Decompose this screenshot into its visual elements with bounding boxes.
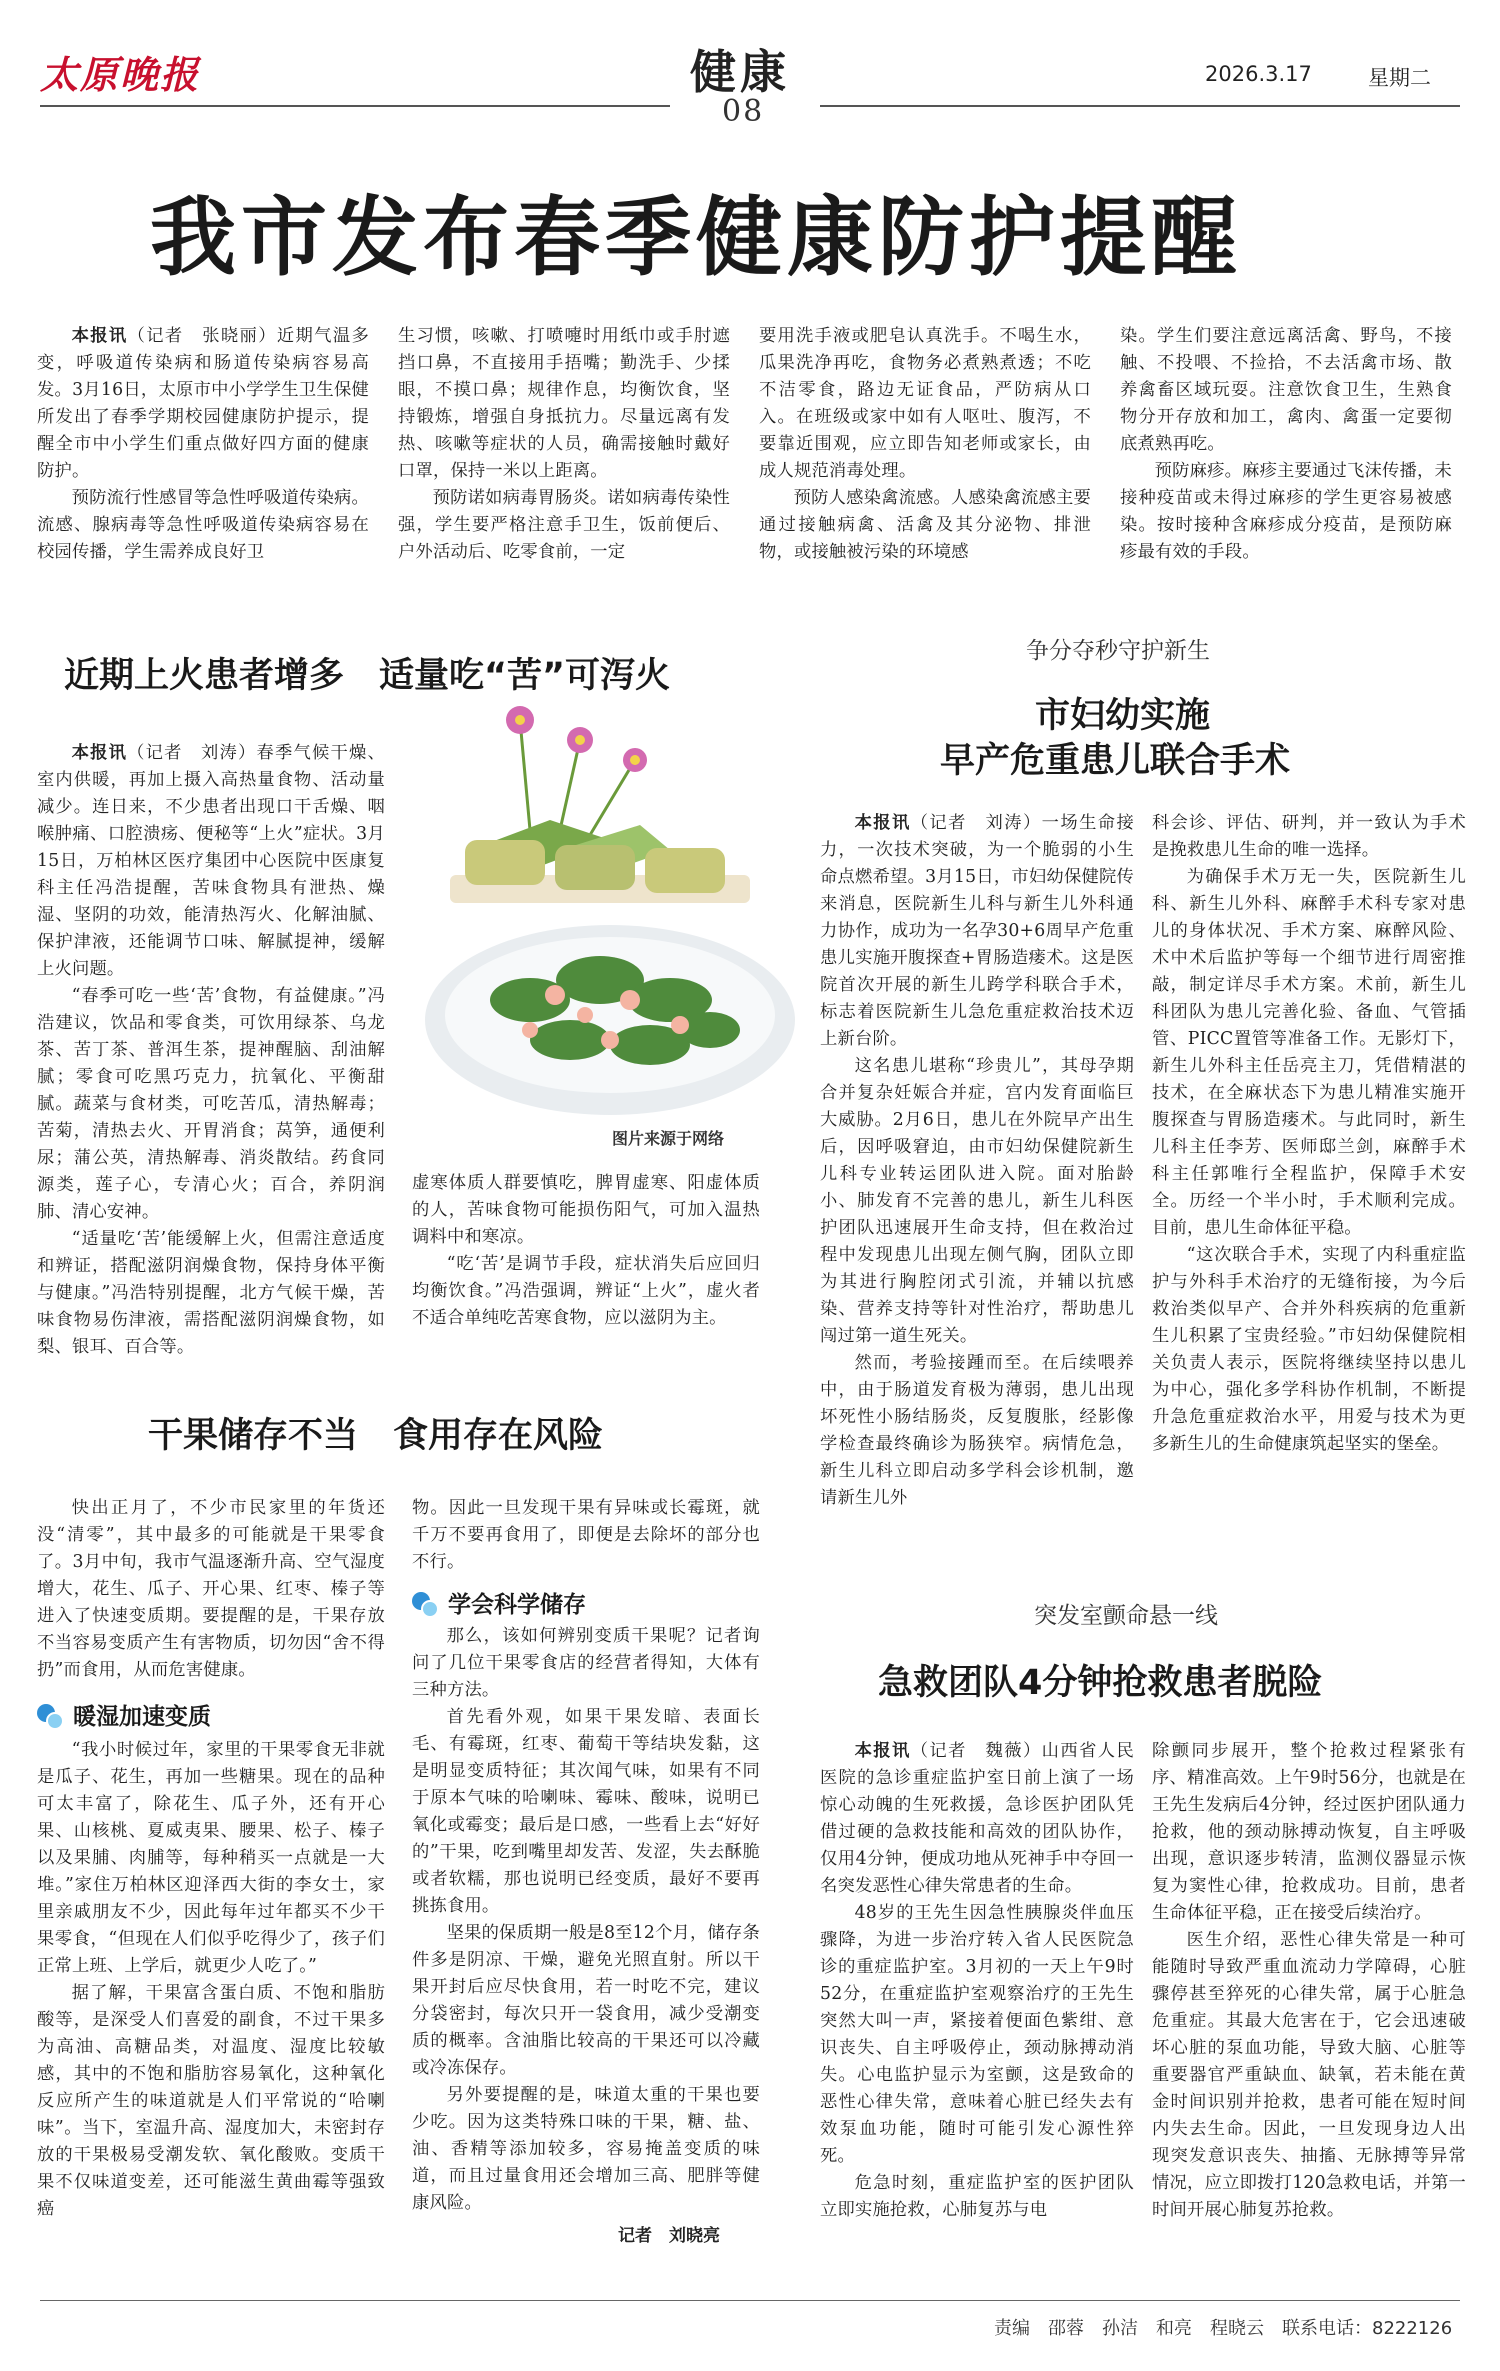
a1-col1	[37, 323, 369, 566]
a5-lead: 本报讯	[854, 1741, 911, 1761]
a4-subhead-2-text: 学会科学储存	[448, 1592, 586, 1618]
a4-p7: 坚果的保质期一般是8至12个月，储存条件多是阴凉、干燥，避免光照直射。所以干果开封后应尽快食用，若一时吃不完，建议分袋密封，每次只开一袋食用，减少受潮变质的概率。含油脂比较高的干果还可以冷藏或冷冻保存。	[412, 1923, 760, 2078]
masthead-rule-right	[820, 105, 1460, 107]
a1-p5: 要用洗手液或肥皂认真洗手。不喝生水，瓜果洗净再吃，食物务必煮熟煮透；不吃不洁零食，路边无证食品，严防病从口入。在班级或家中如有人呕吐、腹泻，不要靠近围观，应立即告知老师或家长，由成人规范消毒处理。	[759, 326, 1091, 481]
a4-p8: 另外要提醒的是，味道太重的干果也要少吃。因为这类特殊口味的干果，糖、盐、油、香精等添加较多，容易掩盖变质的味道，而且过量食用还会增加三高、肥胖等健康风险。	[412, 2085, 760, 2213]
a5-p3: 危急时刻，重症监护室的医护团队立即实施抢救，心肺复苏与电	[820, 2173, 1134, 2220]
a5-title: 急救团队4分钟抢救患者脱险	[878, 1663, 1323, 1703]
a4-p1: 快出正月了，不少市民家里的年货还没“清零”，其中最多的可能就是干果零食了。3月中旬，我市气温逐渐升高、空气湿度增大，花生、瓜子、开心果、红枣、榛子等进入了快速变质期。要提醒的是，干果存放不当容易变质产生有害物质，切勿因“舍不得扔”而食用，从而危害健康。	[37, 1498, 385, 1680]
a3-byline: （记者 刘涛）	[910, 813, 1042, 833]
a4-col2	[412, 1495, 760, 2246]
masthead-rule-left	[40, 105, 670, 107]
a1-p4: 预防诺如病毒胃肠炎。诺如病毒传染性强，学生要严格注意手卫生，饭前便后、户外活动后、吃零食前，一定	[398, 488, 730, 562]
a1-p7: 染。学生们要注意远离活禽、野鸟，不接触、不投喂、不捡拾，不去活禽市场、散养禽畜区域玩耍。注意饮食卫生，生熟食物分开存放和加工，禽肉、禽蛋一定要彻底煮熟再吃。	[1120, 326, 1452, 454]
a4-p3: 据了解，干果富含蛋白质、不饱和脂肪酸等，是深受人们喜爱的副食，不过干果多为高油、高糖品类，对温度、湿度比较敏感，其中的不饱和脂肪容易氧化，这种氧化反应所产生的味道就是人们平常说的“哈喇味”。当下，室温升高、湿度加大，未密封存放的干果极易受潮发软、氧化酸败。变质干果不仅味道变差，还可能滋生黄曲霉等强致癌	[37, 1983, 385, 2219]
a1-col2	[398, 323, 730, 566]
a3-p1: 一场生命接力，一次技术突破，为一个脆弱的小生命点燃希望。3月15日，市妇幼保健院传来消息，医院新生儿科与新生儿外科通力协作，成功为一名孕30+6周早产危重患儿实施开腹探查+胃肠造瘘术。这是医院首次开展的新生儿跨学科联合手术，标志着医院新生儿急危重症救治技术迈上新台阶。	[820, 813, 1134, 1049]
a5-p2: 48岁的王先生因急性胰腺炎伴血压骤降，为进一步治疗转入省人民医院急诊的重症监护室。3月初的一天上午9时52分，在重症监护室观察治疗的王先生突然大叫一声，紧接着便面色紫绀、意识丧失、自主呼吸停止，颈动脉搏动消失。心电监护显示为室颤，这是致命的恶性心律失常，意味着心脏已经失去有效泵血功能，随时可能引发心源性猝死。	[820, 1903, 1134, 2166]
a4-p5: 那么，该如何辨别变质干果呢？记者询问了几位干果零食店的经营者得知，大体有三种方法。	[412, 1626, 760, 1700]
footer-rule	[40, 2300, 1460, 2301]
section-name: 健康	[690, 45, 790, 99]
a5-byline: （记者 魏薇）	[910, 1741, 1042, 1761]
a4-p6: 首先看外观，如果干果发暗、表面长毛、有霉斑，红枣、葡萄干等结块发黏，这是明显变质特征；其次闻气味，如果有不同于原本气味的哈喇味、霉味、酸味，说明已氧化或霉变；最后是口感，一些看上去“好好的”干果，吃到嘴里却发苦、发涩，失去酥脆或者软糯，那也说明已经变质，最好不要再挑拣食用。	[412, 1707, 760, 1916]
page-number: 08	[722, 94, 765, 129]
a3-p3: 然而，考验接踵而至。在后续喂养中，由于肠道发育极为薄弱，患儿出现坏死性小肠结肠炎，反复腹胀，经影像学检查最终确诊为肠狭窄。病情危急，新生儿科立即启动多学科会诊机制，邀请新生儿外	[820, 1353, 1134, 1508]
a2-byline: （记者 刘涛）	[127, 743, 257, 763]
a1-col3	[759, 323, 1091, 566]
a4-p4: 物。因此一旦发现干果有异味或长霉斑，就千万不要再食用了，即便是去除坏的部分也不行。	[412, 1498, 760, 1572]
a4-subhead-1-text: 暖湿加速变质	[73, 1704, 211, 1730]
a2-p4: 虚寒体质人群要慎吃，脾胃虚寒、阳虚体质的人，苦味食物可能损伤阳气，可加入温热调料中和寒凉。	[412, 1173, 760, 1247]
a2-col1	[37, 740, 385, 1361]
speech-bubble-icon	[37, 1704, 63, 1726]
bitter-melon-dish-icon	[410, 700, 810, 1130]
a1-p2: 预防流行性感冒等急性呼吸道传染病。流感、腺病毒等急性呼吸道传染病容易在校园传播，学生需养成良好卫	[37, 488, 369, 562]
a4-p2: “我小时候过年，家里的干果零食无非就是瓜子、花生，再加一些糖果。现在的品种可太丰富了，除花生、瓜子外，还有开心果、山核桃、夏威夷果、腰果、松子、榛子以及果脯、肉脯等，每种稍买一点就是一大堆。”家住万柏林区迎泽西大街的李女士，家里亲戚朋友不少，因此每年过年都买不少干果零食，“但现在人们似乎吃得少了，孩子们正常上班、上学后，就更少人吃了。”	[37, 1740, 385, 1976]
issue-date: 2026.3.17	[1205, 62, 1312, 86]
a5-kicker: 突发室颤命悬一线	[1034, 1603, 1218, 1629]
a1-col4	[1120, 323, 1452, 566]
image-caption: 图片来源于网络	[612, 1129, 725, 1148]
a1-p3: 生习惯，咳嗽、打喷嚏时用纸巾或手肘遮挡口鼻，不直接用手捂嘴；勤洗手、少揉眼，不摸口鼻；规律作息，均衡饮食，坚持锻炼，增强自身抵抗力。尽量远离有发热、咳嗽等症状的人员，确需接触时戴好口罩，保持一米以上距离。	[398, 326, 730, 481]
a1-p8: 预防麻疹。麻疹主要通过飞沫传播，未接种疫苗或未得过麻疹的学生更容易被感染。按时接种含麻疹成分疫苗，是预防麻疹最有效的手段。	[1120, 461, 1452, 562]
a5-p5: 医生介绍，恶性心律失常是一种可能随时导致严重血流动力学障碍，心脏骤停甚至猝死的心律失常，属于心脏急危重症。其最大危害在于，它会迅速破坏心脏的泵血功能，导致大脑、心脏等重要器官严重缺血、缺氧，若未能在黄金时间识别并抢救，患者可能在短时间内失去生命。因此，一旦发现身边人出现突发意识丧失、抽搐、无脉搏等异常情况，应立即拨打120急救电话，并第一时间开展心肺复苏抢救。	[1152, 1930, 1466, 2220]
a2-title: 近期上火患者增多 适量吃“苦”可泻火	[64, 656, 671, 696]
masthead-logo: 太原晚报	[40, 52, 201, 97]
a4-col1	[37, 1495, 385, 2223]
a3-col1	[820, 810, 1134, 1512]
a5-col1	[820, 1738, 1134, 2224]
a2-p3: “适量吃‘苦’能缓解上火，但需注意适度和辨证，搭配滋阴润燥食物，保持身体平衡与健康。”冯浩特别提醒，北方气候干燥，苦味食物易伤津液，需搭配滋阴润燥食物，如梨、银耳、百合等。	[37, 1229, 385, 1357]
a3-kicker: 争分夺秒守护新生	[1026, 638, 1210, 664]
a1-lead: 本报讯	[71, 326, 128, 346]
food-illustration	[410, 700, 810, 1130]
a5-p1: 山西省人民医院的急诊重症监护室日前上演了一场惊心动魄的生死救援，急诊医护团队凭借过硬的急救技能和高效的团队协作，仅用4分钟，便成功地从死神手中夺回一名突发恶性心律失常患者的生命。	[820, 1741, 1134, 1896]
a1-p6: 预防人感染禽流感。人感染禽流感主要通过接触病禽、活禽及其分泌物、排泄物，或接触被污染的环境感	[759, 488, 1091, 562]
a4-title: 干果储存不当 食用存在风险	[148, 1416, 604, 1456]
issue-weekday: 星期二	[1368, 66, 1431, 90]
a3-p5: 为确保手术万无一失，医院新生儿科、新生儿外科、麻醉手术科专家对患儿的身体状况、手术方案、麻醉风险、术中术后监护等每一个细节进行周密推敲，制定详尽手术方案。术前，新生儿科团队为患儿完善化验、备血、气管插管、PICC置管等准备工作。无影灯下，新生儿外科主任岳亮主刀，凭借精湛的技术，在全麻状态下为患儿精准实施开腹探查与胃肠造瘘术。与此同时，新生儿科主任李芳、医师邸兰剑，麻醉手术科主任郭唯行全程监护，保障手术安全。历经一个半小时，手术顺利完成。目前，患儿生命体征平稳。	[1152, 867, 1466, 1238]
a4-reporter: 记者 刘晓亮	[618, 2226, 720, 2246]
a3-title-line1: 市妇幼实施	[1035, 696, 1211, 736]
a2-col2	[412, 1170, 760, 1332]
a1-byline: （记者 张晓丽）	[127, 326, 277, 346]
a3-p2: 这名患儿堪称“珍贵儿”，其母孕期合并复杂妊娠合并症，宫内发育面临巨大威胁。2月6日，患儿在外院早产出生后，因呼吸窘迫，由市妇幼保健院新生儿科专业转运团队进入院。面对胎龄小、肺发育不完善的患儿，新生儿科医护团队迅速展开生命支持，但在救治过程中发现患儿出现左侧气胸，团队立即为其进行胸腔闭式引流，并辅以抗感染、营养支持等针对性治疗，帮助患儿闯过第一道生死关。	[820, 1056, 1134, 1346]
a2-lead: 本报讯	[71, 743, 128, 763]
a4-subhead-1	[37, 1698, 385, 1731]
a5-col2	[1152, 1738, 1466, 2224]
speech-bubble-icon	[412, 1592, 438, 1614]
a4-subhead-2	[412, 1586, 760, 1619]
a1-p1: 近期气温多变，呼吸道传染病和肠道传染病容易高发。3月16日，太原市中小学学生卫生保健所发出了春季学期校园健康防护提示，提醒全市中小学生们重点做好四方面的健康防护。	[37, 326, 369, 481]
a5-p4: 除颤同步展开，整个抢救过程紧张有序、精准高效。上午9时56分，也就是在王先生发病后4分钟，经过医护团队通力抢救，他的颈动脉搏动恢复，自主呼吸出现，意识逐步转清，监测仪器显示恢复为窦性心律，抢救成功。目前，患者生命体征平稳，正在接受后续治疗。	[1152, 1741, 1466, 1923]
a2-p5: “吃‘苦’是调节手段，症状消失后应回归均衡饮食。”冯浩强调，辨证“上火”，虚火者不适合单纯吃苦寒食物，应以滋阴为主。	[412, 1254, 760, 1328]
footer-editors: 责编 邵蓉 孙洁 和亮 程晓云 联系电话：8222126	[994, 2318, 1453, 2339]
main-headline: 我市发布春季健康防护提醒	[150, 188, 1242, 288]
a3-col2	[1152, 810, 1466, 1458]
a3-lead: 本报讯	[854, 813, 911, 833]
a2-p2: “春季可吃一些‘苦’食物，有益健康。”冯浩建议，饮品和零食类，可饮用绿茶、乌龙茶、苦丁茶、普洱生茶，提神醒脑、刮油解腻；零食可吃黑巧克力，抗氧化、平衡甜腻。蔬菜与食材类，可吃苦瓜，清热解毒；苦菊，清热去火、开胃消食；莴笋，通便利尿；蒲公英，清热解毒、消炎散结。药食同源类，莲子心，专清心火；百合，养阴润肺、清心安神。	[37, 986, 385, 1222]
a3-p6: “这次联合手术，实现了内科重症监护与外科手术治疗的无缝衔接，为今后救治类似早产、合并外科疾病的危重新生儿积累了宝贵经验。”市妇幼保健院相关负责人表示，医院将继续坚持以患儿为中心，强化多学科协作机制，不断提升急危重症救治水平，用爱与技术为更多新生儿的生命健康筑起坚实的堡垒。	[1152, 1245, 1466, 1454]
a3-p4: 科会诊、评估、研判，并一致认为手术是挽救患儿生命的唯一选择。	[1152, 813, 1466, 860]
a2-p1: 春季气候干燥、室内供暖，再加上摄入高热量食物、活动量减少。连日来，不少患者出现口干舌燥、咽喉肿痛、口腔溃疡、便秘等“上火”症状。3月15日，万柏林区医疗集团中心医院中医康复科主任冯浩提醒，苦味食物具有泄热、燥湿、坚阴的功效，能清热泻火、化解油腻、保护津液，还能调节口味、解腻提神，缓解上火问题。	[37, 743, 385, 979]
a3-title-line2: 早产危重患儿联合手术	[940, 741, 1291, 781]
